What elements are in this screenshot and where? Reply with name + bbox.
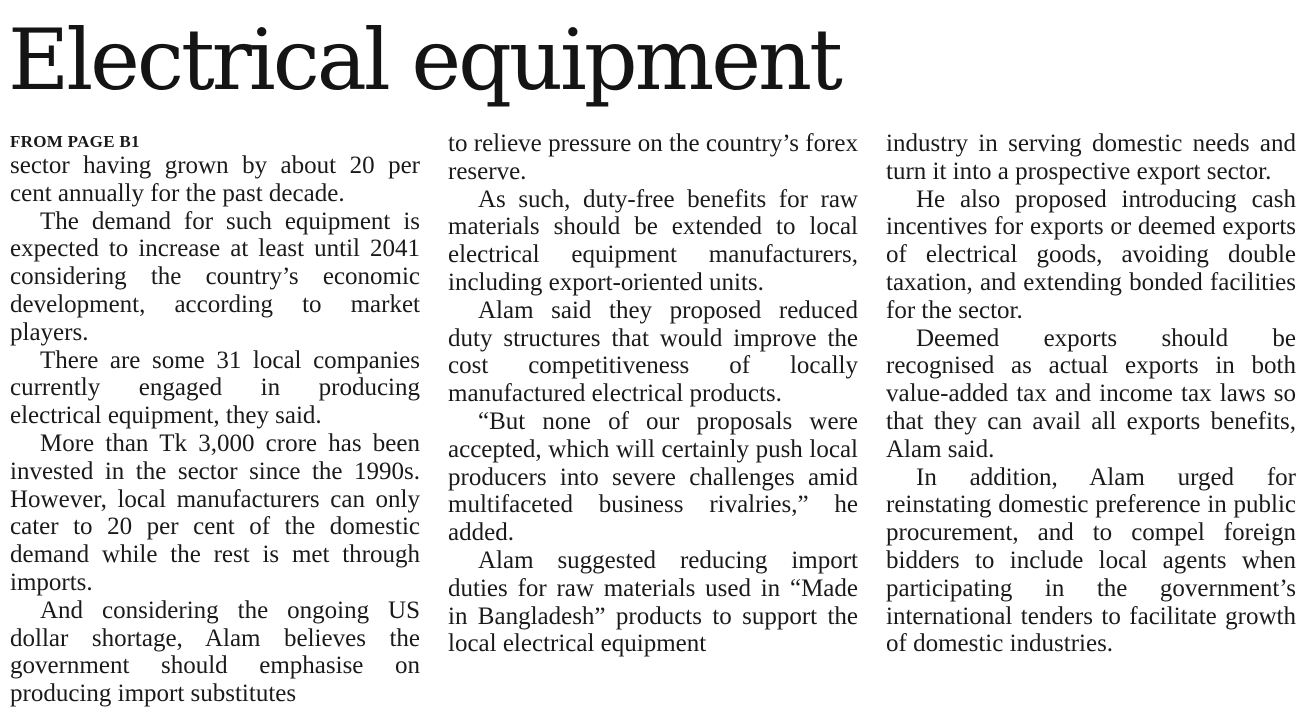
paragraph: “But none of our proposals were accepted, which will certainly push local producers into severe challenges amid multifaceted business rivalries,” he added. bbox=[448, 407, 858, 547]
paragraph: sector having grown by about 20 per cent annually for the past decade. bbox=[10, 152, 420, 207]
article-column-3 bbox=[886, 130, 1296, 658]
paragraph: More than Tk 3,000 crore has been invested in the sector since the 1990s. However, local manufacturers can only cater to 20 per cent of the domestic demand while the rest is met through imports. bbox=[10, 429, 420, 596]
paragraph: There are some 31 local companies currently engaged in producing electrical equipment, they said. bbox=[10, 346, 420, 430]
paragraph: industry in serving domestic needs and turn it into a prospective export sector. bbox=[886, 130, 1296, 185]
article-column-1 bbox=[10, 130, 420, 708]
paragraph: As such, duty-free benefits for raw materials should be extended to local electrical equipment manufacturers, including export-oriented units. bbox=[448, 185, 858, 296]
paragraph: He also proposed introducing cash incentives for exports or deemed exports of electrical goods, avoiding double taxation, and extending bonded facilities for the sector. bbox=[886, 185, 1296, 324]
paragraph: And considering the ongoing US dollar shortage, Alam believes the government should emphasise on producing import substitutes bbox=[10, 596, 420, 708]
paragraph: Deemed exports should be recognised as actual exports in both value-added tax and income tax laws so that they can avail all exports benefits, Alam said. bbox=[886, 324, 1296, 463]
article-column-2 bbox=[448, 130, 858, 658]
paragraph: Alam suggested reducing import duties for raw materials used in “Made in Bangladesh” products to support the local electrical equipment bbox=[448, 546, 858, 658]
article-headline: Electrical equipment bbox=[8, 11, 840, 109]
jump-line: FROM PAGE B1 bbox=[10, 132, 140, 151]
paragraph: Alam said they proposed reduced duty structures that would improve the cost competitiveness of locally manufactured electrical products. bbox=[448, 296, 858, 408]
paragraph: In addition, Alam urged for reinstating domestic preference in public procurement, and to compel foreign bidders to include local agents when participating in the government’s international tenders to facilitate growth of domestic industries. bbox=[886, 463, 1296, 658]
paragraph: to relieve pressure on the country’s forex reserve. bbox=[448, 130, 858, 185]
paragraph: The demand for such equipment is expected to increase at least until 2041 considering the country’s economic development, according to market players. bbox=[10, 207, 420, 346]
